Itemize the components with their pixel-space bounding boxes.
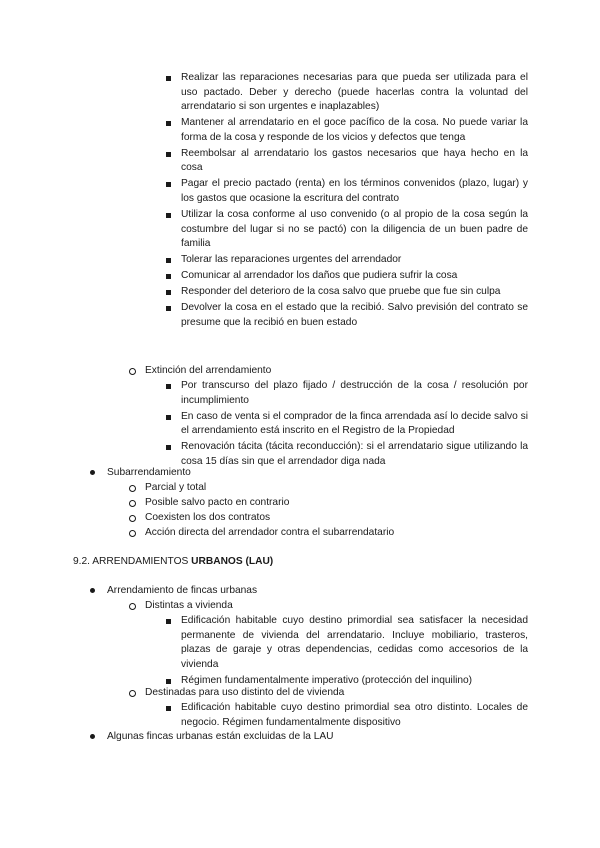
list-item: Régimen fundamentalmente imperativo (protección del inquilino) xyxy=(181,674,528,689)
list-item: Renovación tácita (tácita reconducción): si el arrendatario sigue utilizando la cosa 15 días sin que el arrendador diga nada xyxy=(181,440,528,469)
list-item: Realizar las reparaciones necesarias para que pueda ser utilizada para el uso pactado. Deber y derecho (puede hacerlas contra la voluntad del arrendatario si son urgentes e inaplazables) xyxy=(181,71,528,115)
destinadas-list xyxy=(181,701,528,732)
list-item: Comunicar al arrendador los daños que pudiera sufrir la cosa xyxy=(181,269,528,284)
obligations-list xyxy=(181,71,528,332)
list-item: Coexisten los dos contratos xyxy=(145,511,270,526)
destinadas-heading: Destinadas para uso distinto del de vivienda xyxy=(145,686,344,701)
distintas-list xyxy=(181,614,528,690)
list-item: Edificación habitable cuyo destino primordial sea satisfacer la necesidad permanente de vivienda del arrendatario. Incluye mobiliario, trasteros, plazas de garaje y otras dependencias, cedidas como accesorios de la vivienda xyxy=(181,614,528,672)
section-heading xyxy=(73,555,273,570)
list-item: En caso de venta si el comprador de la finca arrendada así lo decide salvo si el arrendamiento está inscrito en el Registro de la Propiedad xyxy=(181,410,528,439)
excluded-item: Algunas fincas urbanas están excluidas de la LAU xyxy=(107,730,334,745)
list-item: Posible salvo pacto en contrario xyxy=(145,496,289,511)
list-item: Acción directa del arrendador contra el subarrendatario xyxy=(145,526,394,541)
extincion-heading: Extinción del arrendamiento xyxy=(145,364,271,379)
urbanas-heading: Arrendamiento de fincas urbanas xyxy=(107,584,257,599)
list-item: Responder del deterioro de la cosa salvo que pruebe que fue sin culpa xyxy=(181,285,528,300)
distintas-heading: Distintas a vivienda xyxy=(145,599,233,614)
section-heading-prefix: 9.2. ARRENDAMIENTOS xyxy=(73,556,192,567)
list-item: Edificación habitable cuyo destino primordial sea otro distinto. Locales de negocio. Régimen fundamentalmente dispositivo xyxy=(181,701,528,730)
list-item: Devolver la cosa en el estado que la recibió. Salvo previsión del contrato se presume que la recibió en buen estado xyxy=(181,301,528,330)
extincion-list xyxy=(181,379,528,471)
subarrendamiento-heading: Subarrendamiento xyxy=(107,466,191,481)
section-heading-bold: URBANOS (LAU) xyxy=(191,556,274,567)
list-item: Tolerar las reparaciones urgentes del arrendador xyxy=(181,253,528,268)
list-item: Mantener al arrendatario en el goce pacífico de la cosa. No puede variar la forma de la cosa y responde de los vicios y defectos que tenga xyxy=(181,116,528,145)
list-item: Reembolsar al arrendatario los gastos necesarios que haya hecho en la cosa xyxy=(181,147,528,176)
list-item: Utilizar la cosa conforme al uso convenido (o al propio de la cosa según la costumbre del lugar si no se pactó) con la diligencia de un buen padre de familia xyxy=(181,208,528,252)
list-item: Parcial y total xyxy=(145,481,206,496)
list-item: Pagar el precio pactado (renta) en los términos convenidos (plazo, lugar) y los gastos que ocasione la escritura del contrato xyxy=(181,177,528,206)
list-item: Por transcurso del plazo fijado / destrucción de la cosa / resolución por incumplimiento xyxy=(181,379,528,408)
